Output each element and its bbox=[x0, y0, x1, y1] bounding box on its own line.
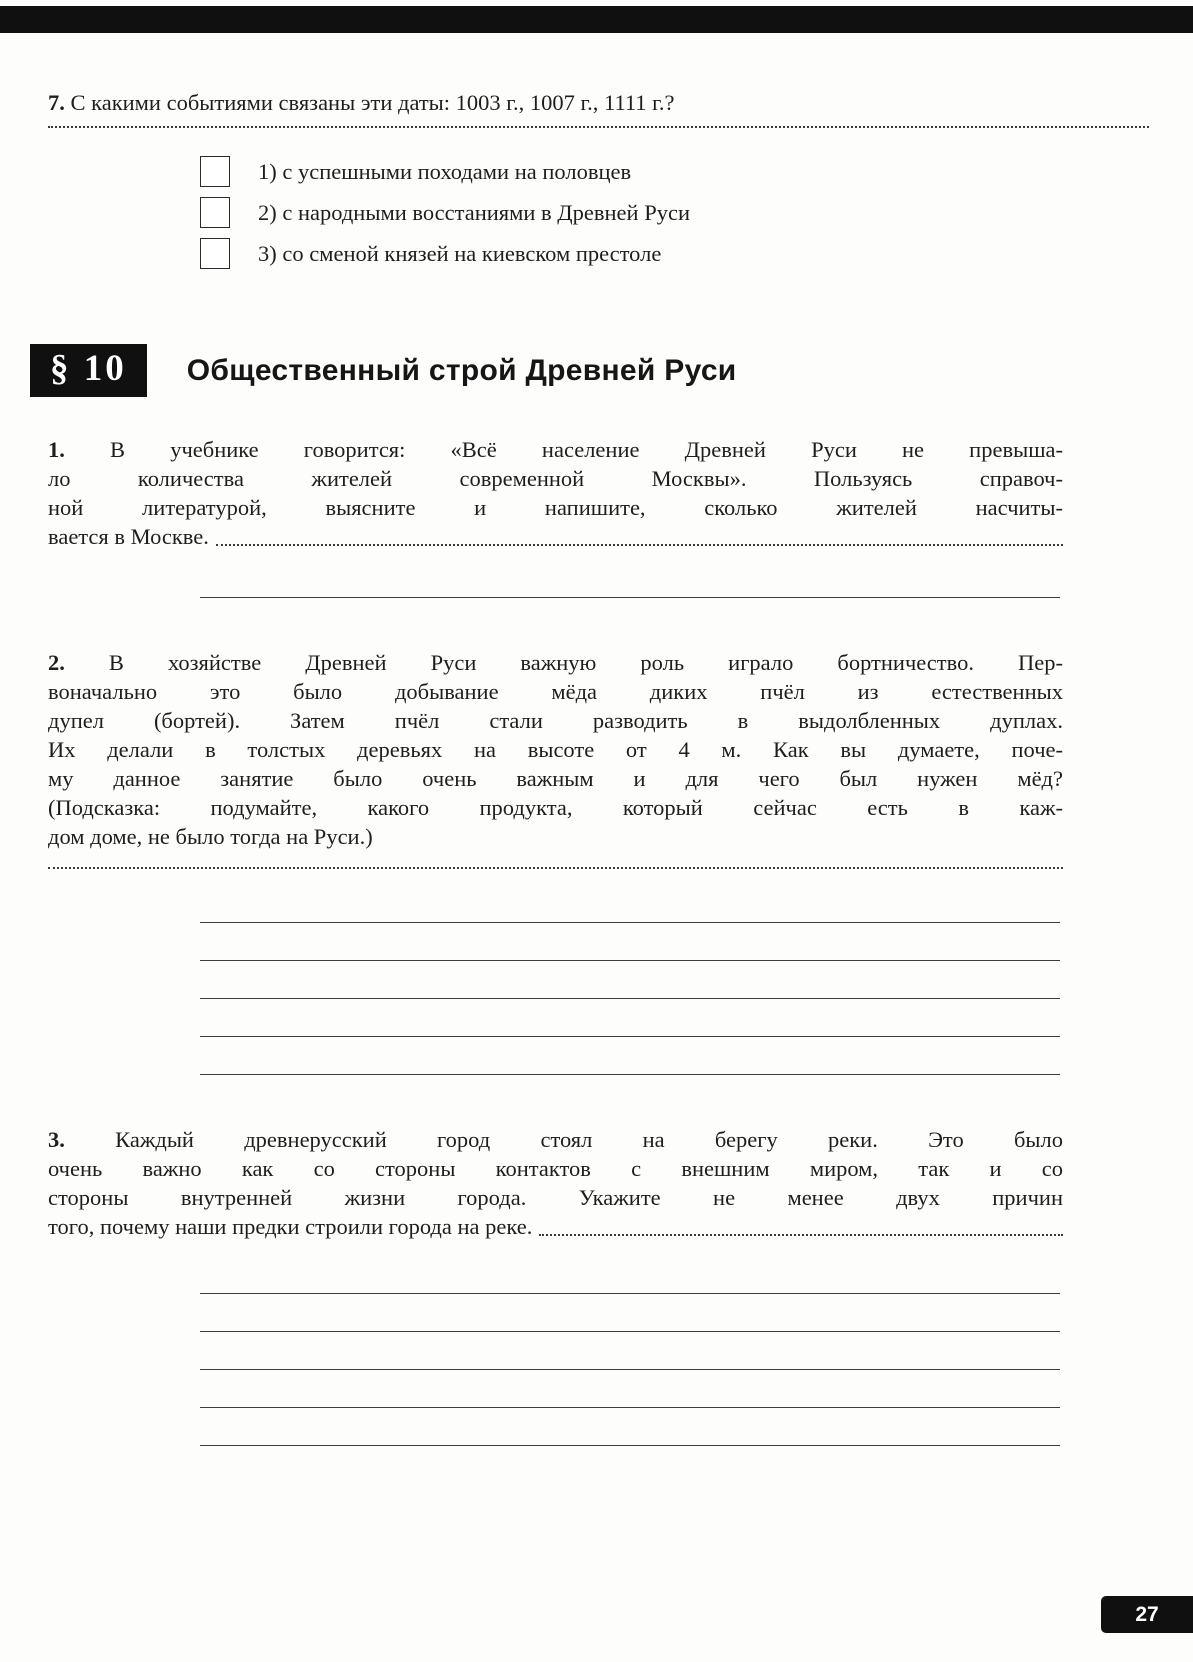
option-checkbox-3[interactable] bbox=[200, 238, 230, 269]
question-text-line: (Подсказка: подумайте, какого продукта, который сейчас есть в каж- bbox=[48, 795, 1063, 820]
question-text-line: 2. В хозяйстве Древней Руси важную роль играло бортничество. Пер- bbox=[48, 650, 1063, 675]
question-text-line: очень важно как со стороны контактов с внешним миром, так и со bbox=[48, 1156, 1063, 1181]
question-2 bbox=[48, 648, 1063, 1075]
question-3 bbox=[48, 1125, 1063, 1446]
answer-writing-line[interactable] bbox=[200, 1370, 1060, 1408]
option-label-3: 3) со сменой князей на киевском престоле bbox=[258, 240, 662, 266]
answer-writing-line[interactable] bbox=[200, 1037, 1060, 1075]
page-number: 27 bbox=[1135, 1602, 1159, 1626]
question-text-line bbox=[48, 522, 1063, 551]
question-number: 3. bbox=[48, 1127, 65, 1152]
question-7-options bbox=[200, 151, 1063, 274]
question-1-text bbox=[48, 435, 1063, 551]
question-2-text bbox=[48, 648, 1063, 851]
question-text-tail: того, почему наши предки строили города на реке. bbox=[48, 1214, 533, 1239]
question-text-line: ной литературой, выясните и напишите, сколько жителей насчиты- bbox=[48, 495, 1063, 520]
question-text-line: дупел (бортей). Затем пчёл стали разводить в выдолбленных дуплах. bbox=[48, 708, 1063, 733]
section-header bbox=[30, 344, 1063, 397]
question-number: 2. bbox=[48, 650, 65, 675]
answer-writing-line[interactable] bbox=[200, 1294, 1060, 1332]
answer-writing-line[interactable] bbox=[200, 999, 1060, 1037]
question-text-line: дом доме, не было тогда на Руси.) bbox=[48, 824, 373, 849]
question-text-line: 1. В учебнике говорится: «Всё население Древней Руси не превыша- bbox=[48, 437, 1064, 462]
question-text-tail: вается в Москве. bbox=[48, 524, 209, 549]
dotted-answer-line[interactable] bbox=[48, 858, 1063, 869]
answer-writing-line[interactable] bbox=[200, 1256, 1060, 1294]
question-text-line: му данное занятие было очень важным и для чего был нужен мёд? bbox=[48, 766, 1063, 791]
question-3-answer-lines bbox=[200, 1256, 1060, 1446]
question-text-line: Их делали в толстых деревьях на высоте от 4 м. Как вы думаете, поче- bbox=[48, 737, 1063, 762]
answer-writing-line[interactable] bbox=[200, 1332, 1060, 1370]
dotted-answer-leader[interactable] bbox=[539, 1234, 1063, 1236]
answer-writing-line[interactable] bbox=[200, 961, 1060, 999]
option-row-2 bbox=[200, 192, 1063, 233]
answer-writing-line[interactable] bbox=[200, 923, 1060, 961]
question-3-text bbox=[48, 1125, 1063, 1241]
question-number: 1. bbox=[48, 437, 65, 462]
answer-writing-line[interactable] bbox=[200, 885, 1060, 923]
question-1-answer-lines bbox=[200, 551, 1060, 598]
answer-writing-line[interactable] bbox=[200, 551, 1060, 598]
answer-writing-line[interactable] bbox=[200, 1408, 1060, 1446]
question-number: 7. bbox=[48, 90, 65, 115]
question-7-text bbox=[48, 88, 1063, 117]
option-label-1: 1) с успешными походами на половцев bbox=[258, 158, 632, 184]
question-text-line bbox=[48, 1212, 1063, 1241]
question-text-line: 7. С какими событиями связаны эти даты: 1003 г., 1007 г., 1111 г.? bbox=[48, 90, 675, 115]
dotted-answer-leader[interactable] bbox=[216, 544, 1063, 546]
question-text-line: воначально это было добывание мёда диких пчёл из естественных bbox=[48, 679, 1063, 704]
page-number-tab bbox=[1101, 1596, 1193, 1633]
question-text-line: стороны внутренней жизни города. Укажите не менее двух причин bbox=[48, 1185, 1063, 1210]
question-2-answer-lines bbox=[200, 885, 1060, 1075]
question-text-line: ло количества жителей современной Москвы». Пользуясь справоч- bbox=[48, 466, 1063, 491]
option-checkbox-1[interactable] bbox=[200, 156, 230, 187]
question-text-line: 3. Каждый древнерусский город стоял на берегу реки. Это было bbox=[48, 1127, 1063, 1152]
section-title: Общественный строй Древней Руси bbox=[186, 353, 737, 387]
option-checkbox-2[interactable] bbox=[200, 197, 230, 228]
top-black-bar bbox=[0, 6, 1193, 33]
section-number-badge: § 10 bbox=[30, 344, 147, 397]
option-row-1 bbox=[200, 151, 1063, 192]
option-row-3 bbox=[200, 233, 1063, 274]
question-1 bbox=[48, 435, 1063, 598]
option-label-2: 2) с народными восстаниями в Древней Руси bbox=[258, 199, 690, 225]
dotted-answer-line[interactable] bbox=[48, 117, 1149, 128]
question-7 bbox=[48, 88, 1063, 274]
